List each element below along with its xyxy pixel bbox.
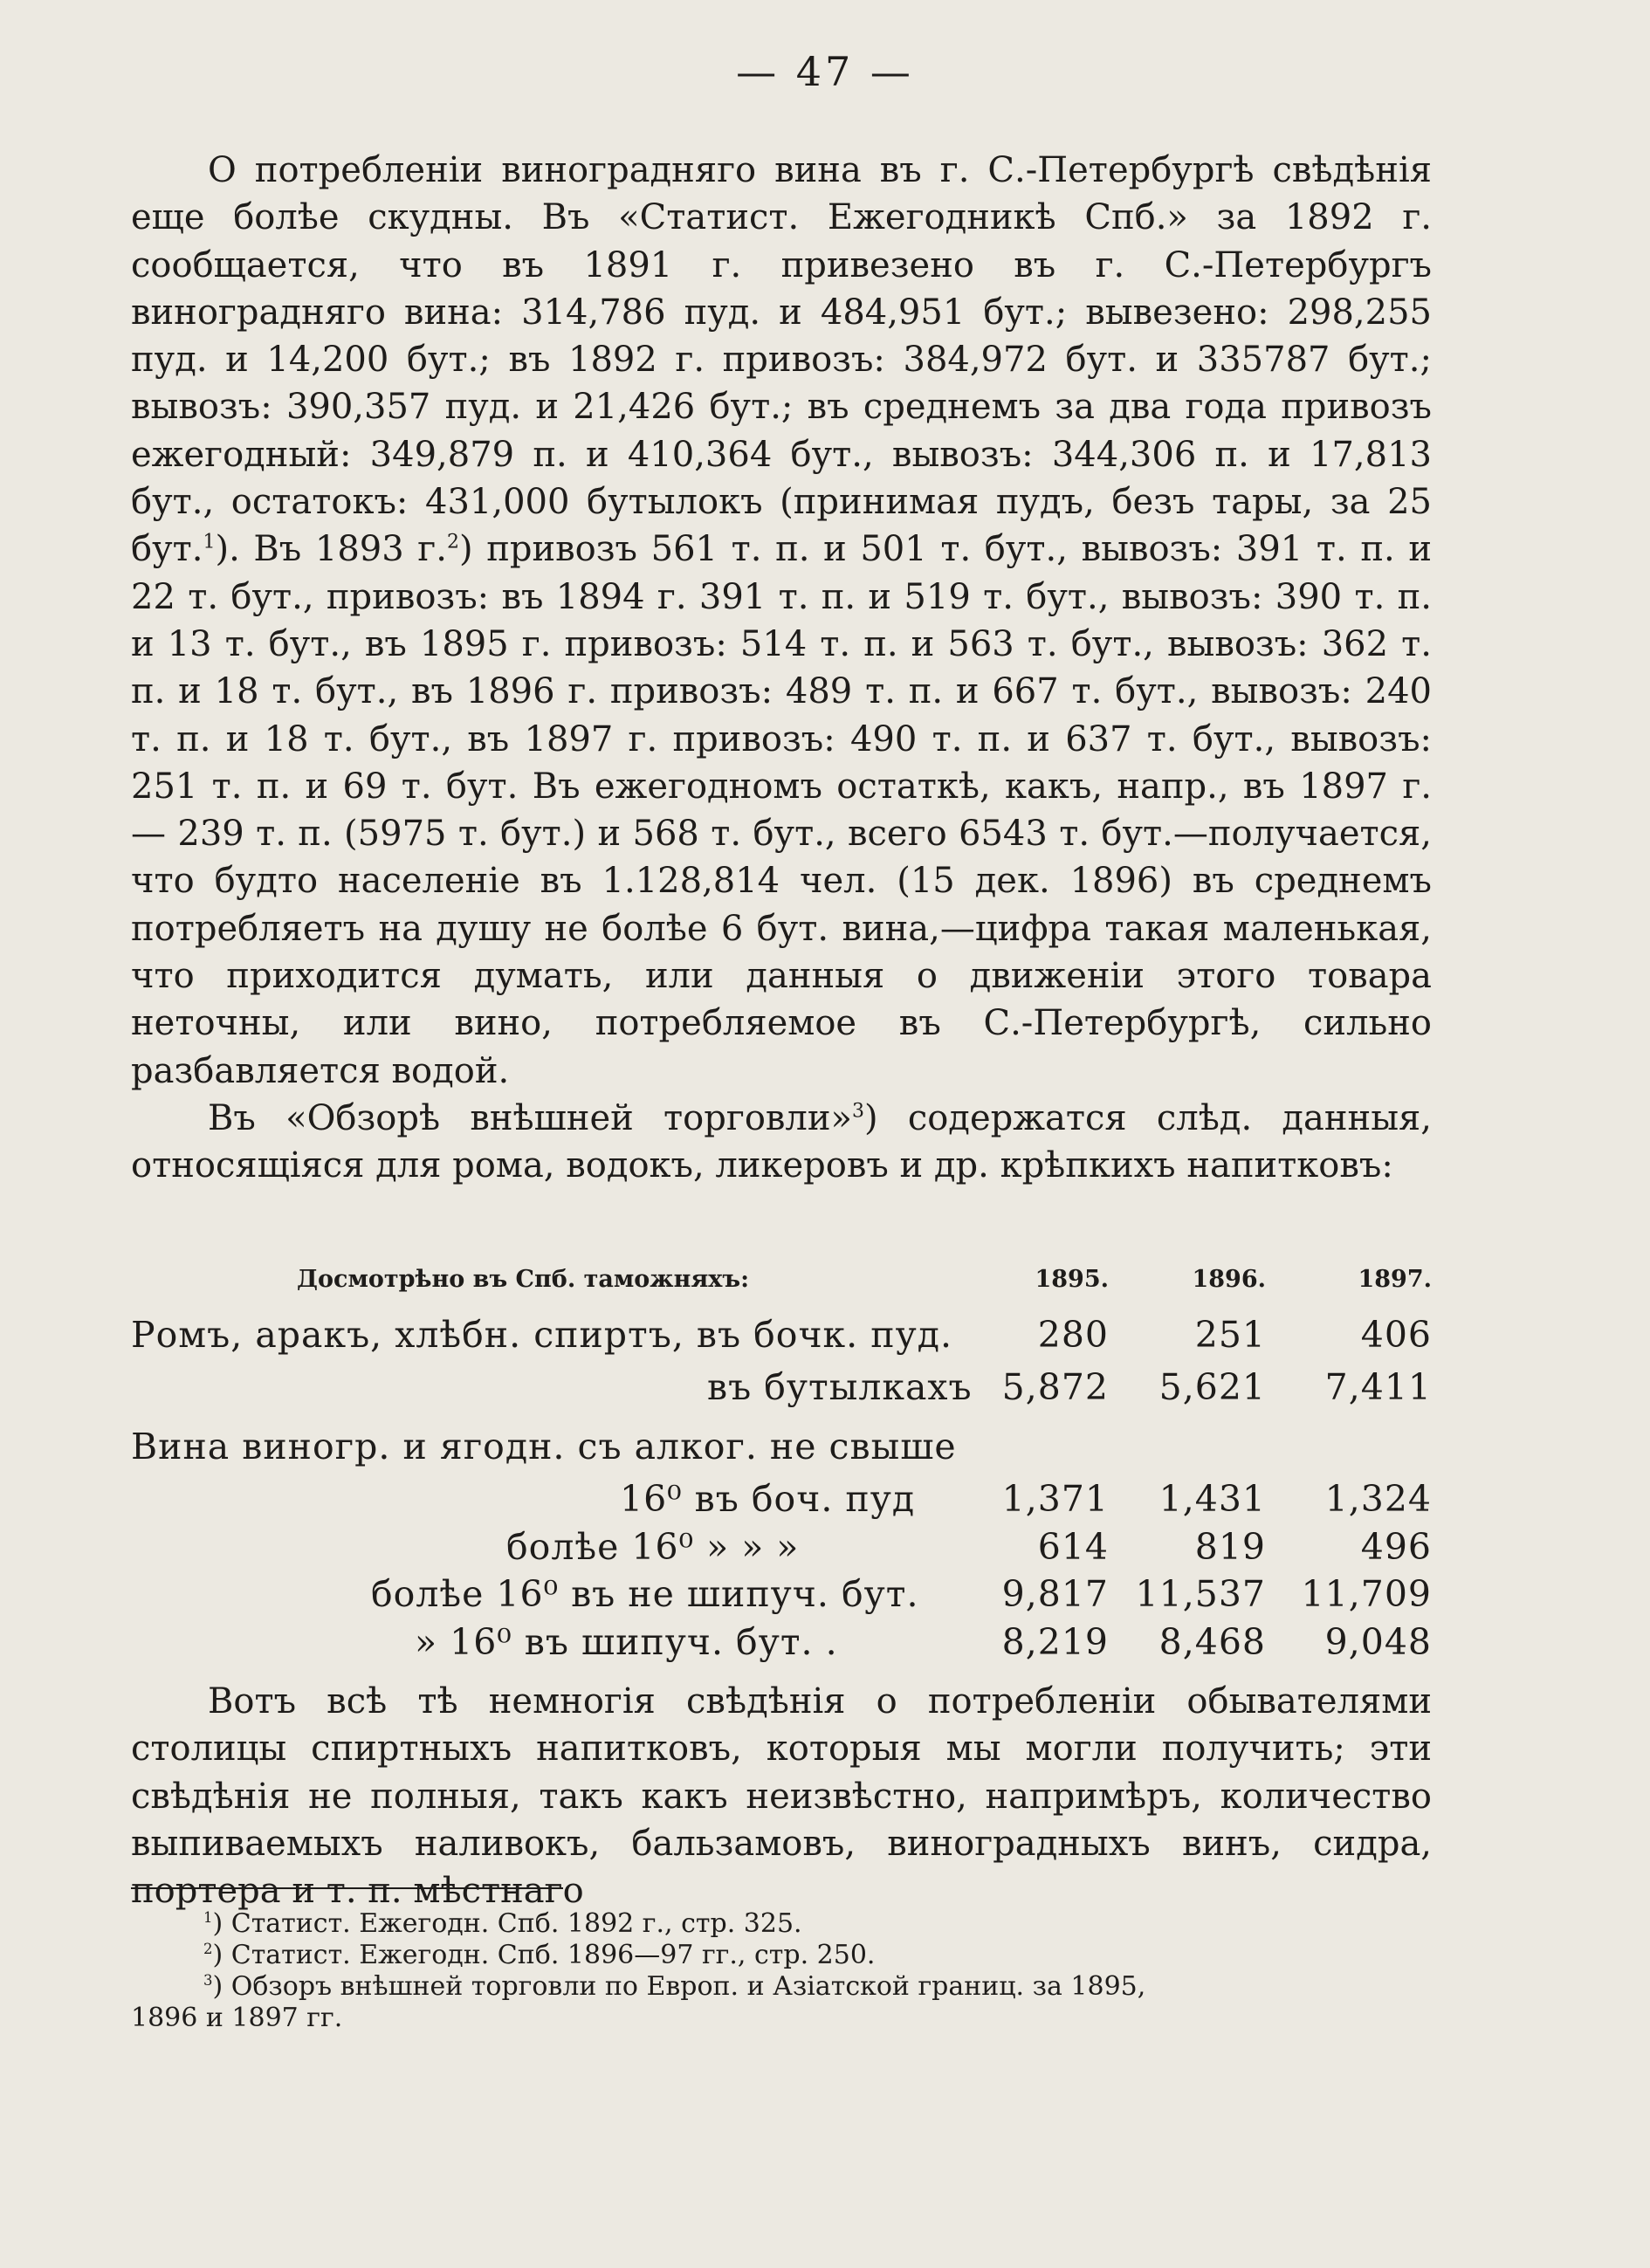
footnote-text: 1896 и 1897 гг.	[131, 2003, 343, 2033]
main-text	[131, 147, 1432, 1190]
cell-1897: 7,411	[1324, 1366, 1432, 1408]
cell-1896: 8,468	[1158, 1621, 1266, 1663]
paragraph-wine-part2: ). Въ 1893 г.	[215, 529, 447, 570]
cell-1895: 5,872	[1001, 1366, 1109, 1408]
paragraph-wine-part3: ) привозъ 561 т. п. и 501 т. бут., вывозъ: 391 т. п. и 22 т. бут., привозъ: въ 1894 г. 391 т. п. и 519 т. бут., вывозъ: 390 т. п. и 13 т. бут., въ 1895 г. привозъ: 514 т. п. и 563 т. бут., вывозъ: 362 т. п. и 18 т. бут., въ 1896 г. привозъ: 489 т. п. и 667 т. бут., вывозъ: 240 т. п. и 18 т. бут., въ 1897 г. привозъ: 490 т. п. и 637 т. бут., вывозъ: 251 т. п. и 69 т. бут. Въ ежегодномъ остаткѣ, какъ, напр., въ 1897 г. — 239 т. п. (5975 т. бут.) и 568 т. бут., всего 6543 т. бут.—получается, что будто населеніе въ 1.128,814 чел. (15 дек. 1896) въ среднемъ потребляетъ на душу не болѣе 6 бут. вина,—цифра такая маленькая, что приходится думать, или данныя о движеніи этого товара неточны, или вино, потребляемое въ С.-Петербургѣ, сильно разбавляется водой.	[131, 529, 1433, 1091]
footnote-text: ) Статист. Ежегодн. Спб. 1896—97 гг., стр. 250.	[212, 1940, 876, 1970]
footnote-ref-2: 2	[446, 532, 459, 554]
cell-1895: 8,219	[1001, 1621, 1109, 1663]
table-header-label: Досмотрѣно въ Спб. таможняхъ:	[297, 1266, 750, 1293]
paragraph-closing: Вотъ всѣ тѣ немногія свѣдѣнія о потребленіи обывателями столицы спиртныхъ напитковъ, которыя мы могли получить; эти свѣдѣнія не полныя, такъ какъ неизвѣстно, напримѣръ, количество выпиваемыхъ наливокъ, бальзамовъ, виноградныхъ винъ, сидра, портера и т. п. мѣстнаго	[131, 1681, 1432, 1912]
paragraph-trade-part1: Въ «Обзорѣ внѣшней торговли»	[208, 1097, 852, 1138]
cell-1895: 1,371	[1001, 1478, 1109, 1520]
table-row	[131, 1314, 1432, 1366]
row-label: » 16⁰ въ шипуч. бут. .	[415, 1621, 838, 1663]
footnote-mark: 3	[203, 1972, 213, 1989]
footnote-1	[203, 1908, 1504, 1940]
closing-text	[131, 1678, 1432, 1914]
table-row	[131, 1478, 1432, 1530]
row-label: болѣе 16⁰ » » »	[506, 1526, 800, 1568]
paragraph-trade-part2: ) содержатся слѣд. данныя, относящіяся для рома, водокъ, ликеровъ и др. крѣпкихъ напитковъ:	[131, 1097, 1432, 1186]
paragraph-trade-review	[131, 1095, 1432, 1190]
paragraph-wine	[131, 147, 1432, 1095]
cell-1895: 614	[1037, 1526, 1109, 1568]
year-1895: 1895.	[1035, 1266, 1109, 1293]
footnote-text: ) Статист. Ежегодн. Спб. 1892 г., стр. 325.	[212, 1908, 802, 1939]
footnote-text: ) Обзоръ внѣшней торговли по Европ. и Азіатской границ. за 1895,	[212, 1971, 1146, 2002]
footnote-ref-3: 3	[851, 1100, 864, 1123]
row-label: въ бутылкахъ	[707, 1366, 973, 1408]
cell-1896: 1,431	[1158, 1478, 1266, 1520]
cell-1896: 251	[1194, 1314, 1266, 1356]
footnote-2	[203, 1940, 1504, 1971]
table-row	[131, 1426, 1432, 1478]
table-header	[131, 1266, 1432, 1301]
cell-1895: 9,817	[1001, 1573, 1109, 1615]
table-row	[131, 1621, 1432, 1674]
cell-1897: 1,324	[1324, 1478, 1432, 1520]
cell-1897: 9,048	[1324, 1621, 1432, 1663]
paragraph-wine-part1: О потребленіи виноградняго вина въ г. С.-Петербургѣ свѣдѣнія еще болѣе скудны. Въ «Статист. Ежегодникѣ Спб.» за 1892 г. сообщается, что въ 1891 г. привезено въ г. С.-Петербургъ виноградняго вина: 314,786 пуд. и 484,951 бут.; вывезено: 298,255 пуд. и 14,200 бут.; въ 1892 г. привозъ: 384,972 бут. и 335787 бут.; вывозъ: 390,357 пуд. и 21,426 бут.; въ среднемъ за два года привозъ ежегодный: 349,879 п. и 410,364 бут., вывозъ: 344,306 п. и 17,813 бут., остатокъ: 431,000 бутылокъ (принимая пудъ, безъ тары, за 25 бут.	[131, 150, 1432, 570]
cell-1896: 5,621	[1158, 1366, 1266, 1408]
cell-1897: 11,709	[1301, 1573, 1432, 1615]
table-row	[131, 1366, 1432, 1419]
row-label: Вина виногр. и ягодн. съ алког. не свыше	[131, 1426, 957, 1467]
row-label: болѣе 16⁰ въ не шипуч. бут.	[371, 1573, 919, 1615]
cell-1896: 11,537	[1135, 1573, 1266, 1615]
footnote-mark: 2	[203, 1941, 213, 1957]
row-label: Ромъ, аракъ, хлѣбн. спиртъ, въ бочк. пуд.	[131, 1314, 952, 1356]
year-1897: 1897.	[1358, 1266, 1432, 1293]
table-row	[131, 1573, 1432, 1625]
footnote-mark: 1	[203, 1909, 213, 1926]
footnote-3-continued	[131, 2003, 1432, 2034]
cell-1897: 406	[1360, 1314, 1432, 1356]
footnote-ref-1: 1	[203, 532, 216, 554]
cell-1895: 280	[1037, 1314, 1109, 1356]
table-row	[131, 1526, 1432, 1578]
row-label: 16⁰ въ боч. пуд	[620, 1478, 916, 1520]
page-number: — 47 —	[736, 48, 914, 95]
footnote-divider	[131, 1887, 563, 1889]
footnote-3	[203, 1971, 1504, 2003]
cell-1896: 819	[1194, 1526, 1266, 1568]
year-1896: 1896.	[1192, 1266, 1266, 1293]
cell-1897: 496	[1360, 1526, 1432, 1568]
